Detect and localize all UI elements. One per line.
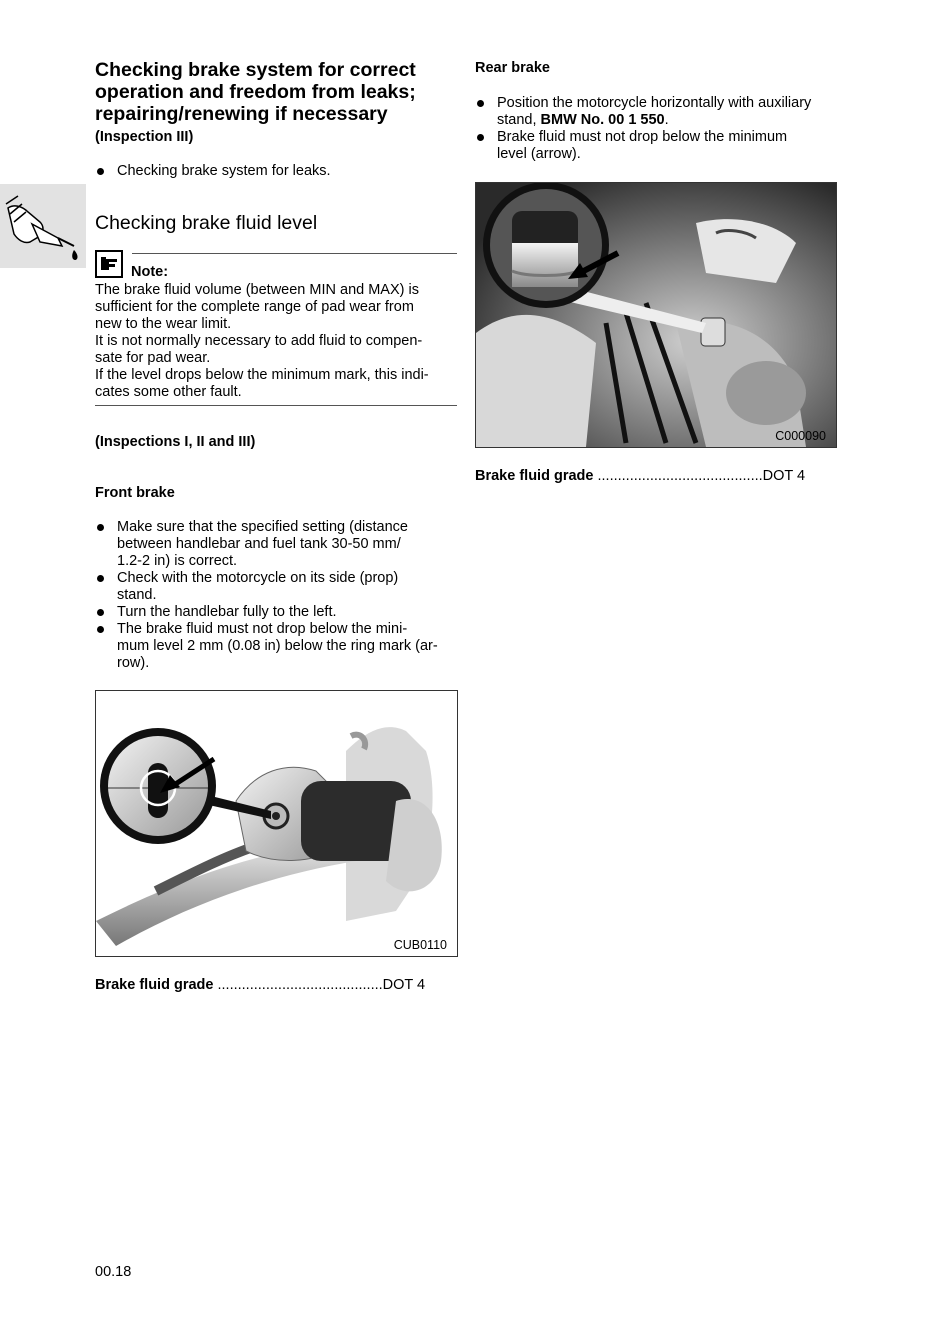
spec-value: DOT 4 bbox=[382, 977, 426, 993]
note-line: It is not normally necessary to add fluid to compen- bbox=[95, 333, 423, 349]
list-line: stand. bbox=[117, 587, 157, 603]
note-line: new to the wear limit. bbox=[95, 316, 232, 332]
part-number: BMW No. 00 1 550 bbox=[540, 112, 665, 128]
list-line: 1.2-2 in) is correct. bbox=[117, 553, 238, 569]
section-title: Checking brake fluid level bbox=[95, 212, 318, 234]
chapter-tab bbox=[0, 184, 86, 268]
list-line: Position the motorcycle horizontally with auxiliary bbox=[497, 95, 812, 111]
text-span: . bbox=[664, 112, 669, 128]
figure-code: C000090 bbox=[775, 429, 826, 443]
note-text bbox=[95, 282, 460, 401]
note-line: sufficient for the complete range of pad wear from bbox=[95, 299, 414, 315]
rear-brake-fluid-spec bbox=[475, 468, 837, 484]
front-brake-figure bbox=[95, 690, 458, 957]
spec-label: Brake fluid grade bbox=[475, 468, 594, 484]
spec-label: Brake fluid grade bbox=[95, 977, 214, 993]
spec-leader: ......................................... bbox=[217, 977, 383, 993]
list-line: Check with the motorcycle on its side (prop) bbox=[117, 570, 399, 586]
note-line: sate for pad wear. bbox=[95, 350, 211, 366]
rear-brake-figure bbox=[475, 182, 837, 448]
list-item bbox=[95, 604, 465, 621]
list-item: Checking brake system for leaks. bbox=[95, 163, 465, 180]
list-line: between handlebar and fuel tank 30-50 mm/ bbox=[117, 536, 401, 552]
figure-code: CUB0110 bbox=[393, 938, 447, 952]
list-line: row). bbox=[117, 655, 150, 671]
note-line: If the level drops below the minimum mark, this indi- bbox=[95, 367, 429, 383]
note-bottom-rule bbox=[95, 405, 457, 406]
rear-brake-list bbox=[475, 95, 845, 163]
rear-brake-reservoir-illustration bbox=[476, 183, 836, 447]
front-brake-list bbox=[95, 519, 465, 672]
heading-line-3: repairing/renewing if necessary bbox=[95, 103, 388, 125]
list-line: Turn the handlebar fully to the left. bbox=[117, 604, 337, 620]
list-item bbox=[95, 519, 465, 570]
leak-check-list bbox=[95, 163, 465, 180]
text-span: stand, bbox=[497, 112, 541, 128]
note-hand-icon bbox=[95, 250, 123, 278]
rear-brake-heading: Rear brake bbox=[475, 60, 550, 76]
list-line bbox=[497, 112, 845, 129]
list-line: The brake fluid must not drop below the mini- bbox=[117, 621, 408, 637]
list-item bbox=[95, 570, 465, 604]
list-item bbox=[475, 129, 845, 163]
front-brake-fluid-spec bbox=[95, 977, 457, 993]
heading-line-1: Checking brake system for correct bbox=[95, 59, 416, 81]
hand-oil-can-icon bbox=[0, 184, 86, 268]
inspections-all-label: (Inspections I, II and III) bbox=[95, 434, 256, 450]
list-line: mum level 2 mm (0.08 in) below the ring mark (ar- bbox=[117, 638, 438, 654]
note-top-rule bbox=[132, 253, 457, 254]
front-brake-heading: Front brake bbox=[95, 485, 175, 501]
heading-line-2: operation and freedom from leaks; bbox=[95, 81, 416, 103]
page-number: 00.18 bbox=[95, 1264, 132, 1280]
list-line: level (arrow). bbox=[497, 146, 581, 162]
note-line: The brake fluid volume (between MIN and MAX) is bbox=[95, 282, 419, 298]
list-line: Make sure that the specified setting (distance bbox=[117, 519, 408, 535]
spec-value: DOT 4 bbox=[762, 468, 806, 484]
inspection-iii-label: (Inspection III) bbox=[95, 129, 194, 145]
note-label: Note: bbox=[131, 264, 169, 280]
list-line: Brake fluid must not drop below the minimum bbox=[497, 129, 788, 145]
list-item bbox=[475, 95, 845, 129]
front-brake-reservoir-illustration bbox=[96, 691, 457, 956]
list-item bbox=[95, 621, 465, 672]
main-heading bbox=[95, 59, 465, 125]
note-line: cates some other fault. bbox=[95, 384, 242, 400]
spec-leader: ......................................... bbox=[597, 468, 763, 484]
